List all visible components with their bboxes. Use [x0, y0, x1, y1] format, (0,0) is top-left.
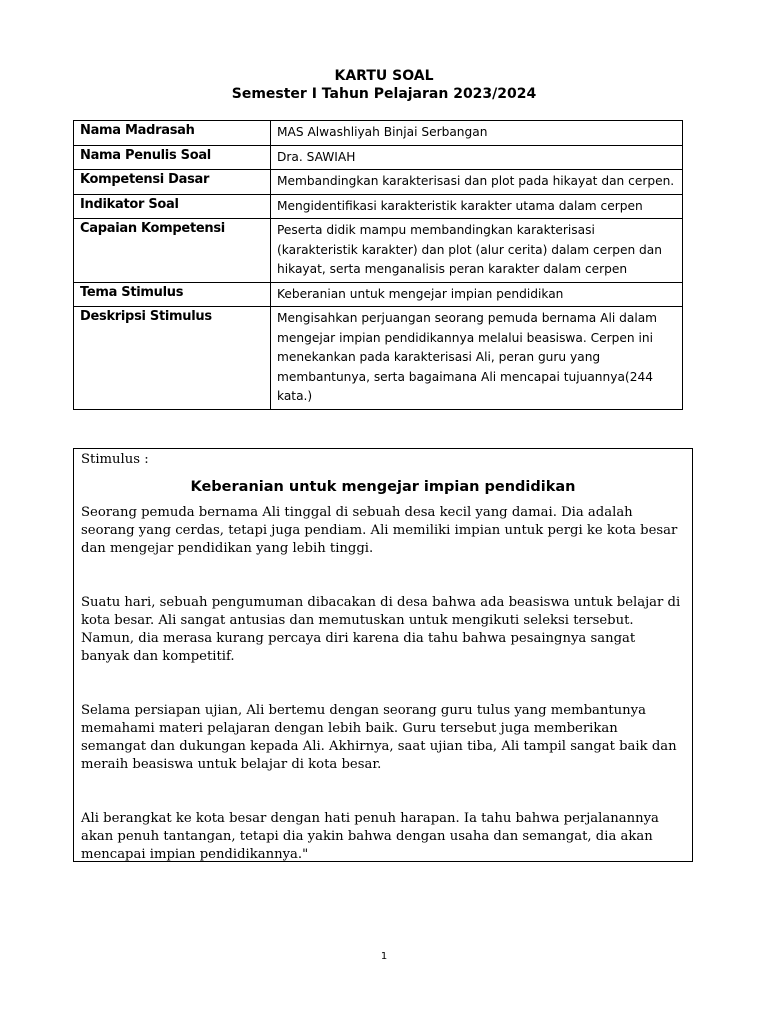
row-value: Peserta didik mampu membandingkan karakterisasi (karakteristik karakter) dan plot (alur cerita) dalam cerpen dan hikayat, serta menganalisis peran karakter dalam cerpen [271, 219, 683, 283]
page-number: 1 [380, 951, 388, 962]
row-value: Membandingkan karakterisasi dan plot pada hikayat dan cerpen. [271, 170, 683, 195]
row-label: Tema Stimulus [74, 282, 271, 307]
stimulus-paragraph: Selama persiapan ujian, Ali bertemu dengan seorang guru tulus yang membantunya memahami materi pelajaran dengan lebih baik. Guru tersebut juga memberikan semangat dan dukungan kepada Ali. Akhirnya, saat ujian tiba, Ali tampil sangat baik dan meraih beasiswa untuk belajar di kota besar. [81, 703, 677, 772]
table-row [74, 194, 683, 219]
stimulus-box [73, 448, 693, 862]
row-value: Mengisahkan perjuangan seorang pemuda bernama Ali dalam mengejar impian pendidikannya melalui beasiswa. Cerpen ini menekankan pada karakterisasi Ali, peran guru yang membantunya, serta bagaimana Ali mencapai tujuannya(244 kata.) [271, 307, 683, 410]
stimulus-paragraph: Seorang pemuda bernama Ali tinggal di sebuah desa kecil yang damai. Dia adalah seorang yang cerdas, tetapi juga pendiam. Ali memiliki impian untuk pergi ke kota besar dan mengejar pendidikan yang lebih tinggi. [81, 505, 678, 556]
row-value: MAS Alwashliyah Binjai Serbangan [271, 121, 683, 146]
stimulus-paragraph: Suatu hari, sebuah pengumuman dibacakan di desa bahwa ada beasiswa untuk belajar di kota besar. Ali sangat antusias dan memutuskan untuk mengikuti seleksi tersebut. Namun, dia merasa kurang percaya diri karena dia tahu bahwa pesaingnya sangat banyak dan kompetitif. [81, 595, 681, 664]
table-row [74, 282, 683, 307]
row-label: Deskripsi Stimulus [74, 307, 271, 410]
stimulus-paragraph: Ali berangkat ke kota besar dengan hati penuh harapan. Ia tahu bahwa perjalanannya akan penuh tantangan, tetapi dia yakin bahwa dengan usaha dan semangat, dia akan mencapai impian pendidikannya." [81, 811, 659, 862]
row-label: Indikator Soal [74, 194, 271, 219]
stimulus-title: Keberanian untuk mengejar impian pendidikan [190, 479, 576, 495]
row-value: Keberanian untuk mengejar impian pendidikan [271, 282, 683, 307]
table-row [74, 170, 683, 195]
table-row [74, 145, 683, 170]
row-label: Kompetensi Dasar [74, 170, 271, 195]
info-table [73, 120, 683, 410]
table-row [74, 121, 683, 146]
row-value: Mengidentifikasi karakteristik karakter utama dalam cerpen [271, 194, 683, 219]
document-title: KARTU SOAL [334, 68, 434, 84]
document-subtitle: Semester I Tahun Pelajaran 2023/2024 [231, 86, 537, 102]
stimulus-label: Stimulus : [81, 452, 149, 467]
table-row [74, 219, 683, 283]
row-label: Nama Madrasah [74, 121, 271, 146]
row-value: Dra. SAWIAH [271, 145, 683, 170]
row-label: Capaian Kompetensi [74, 219, 271, 283]
table-row [74, 307, 683, 410]
row-label: Nama Penulis Soal [74, 145, 271, 170]
